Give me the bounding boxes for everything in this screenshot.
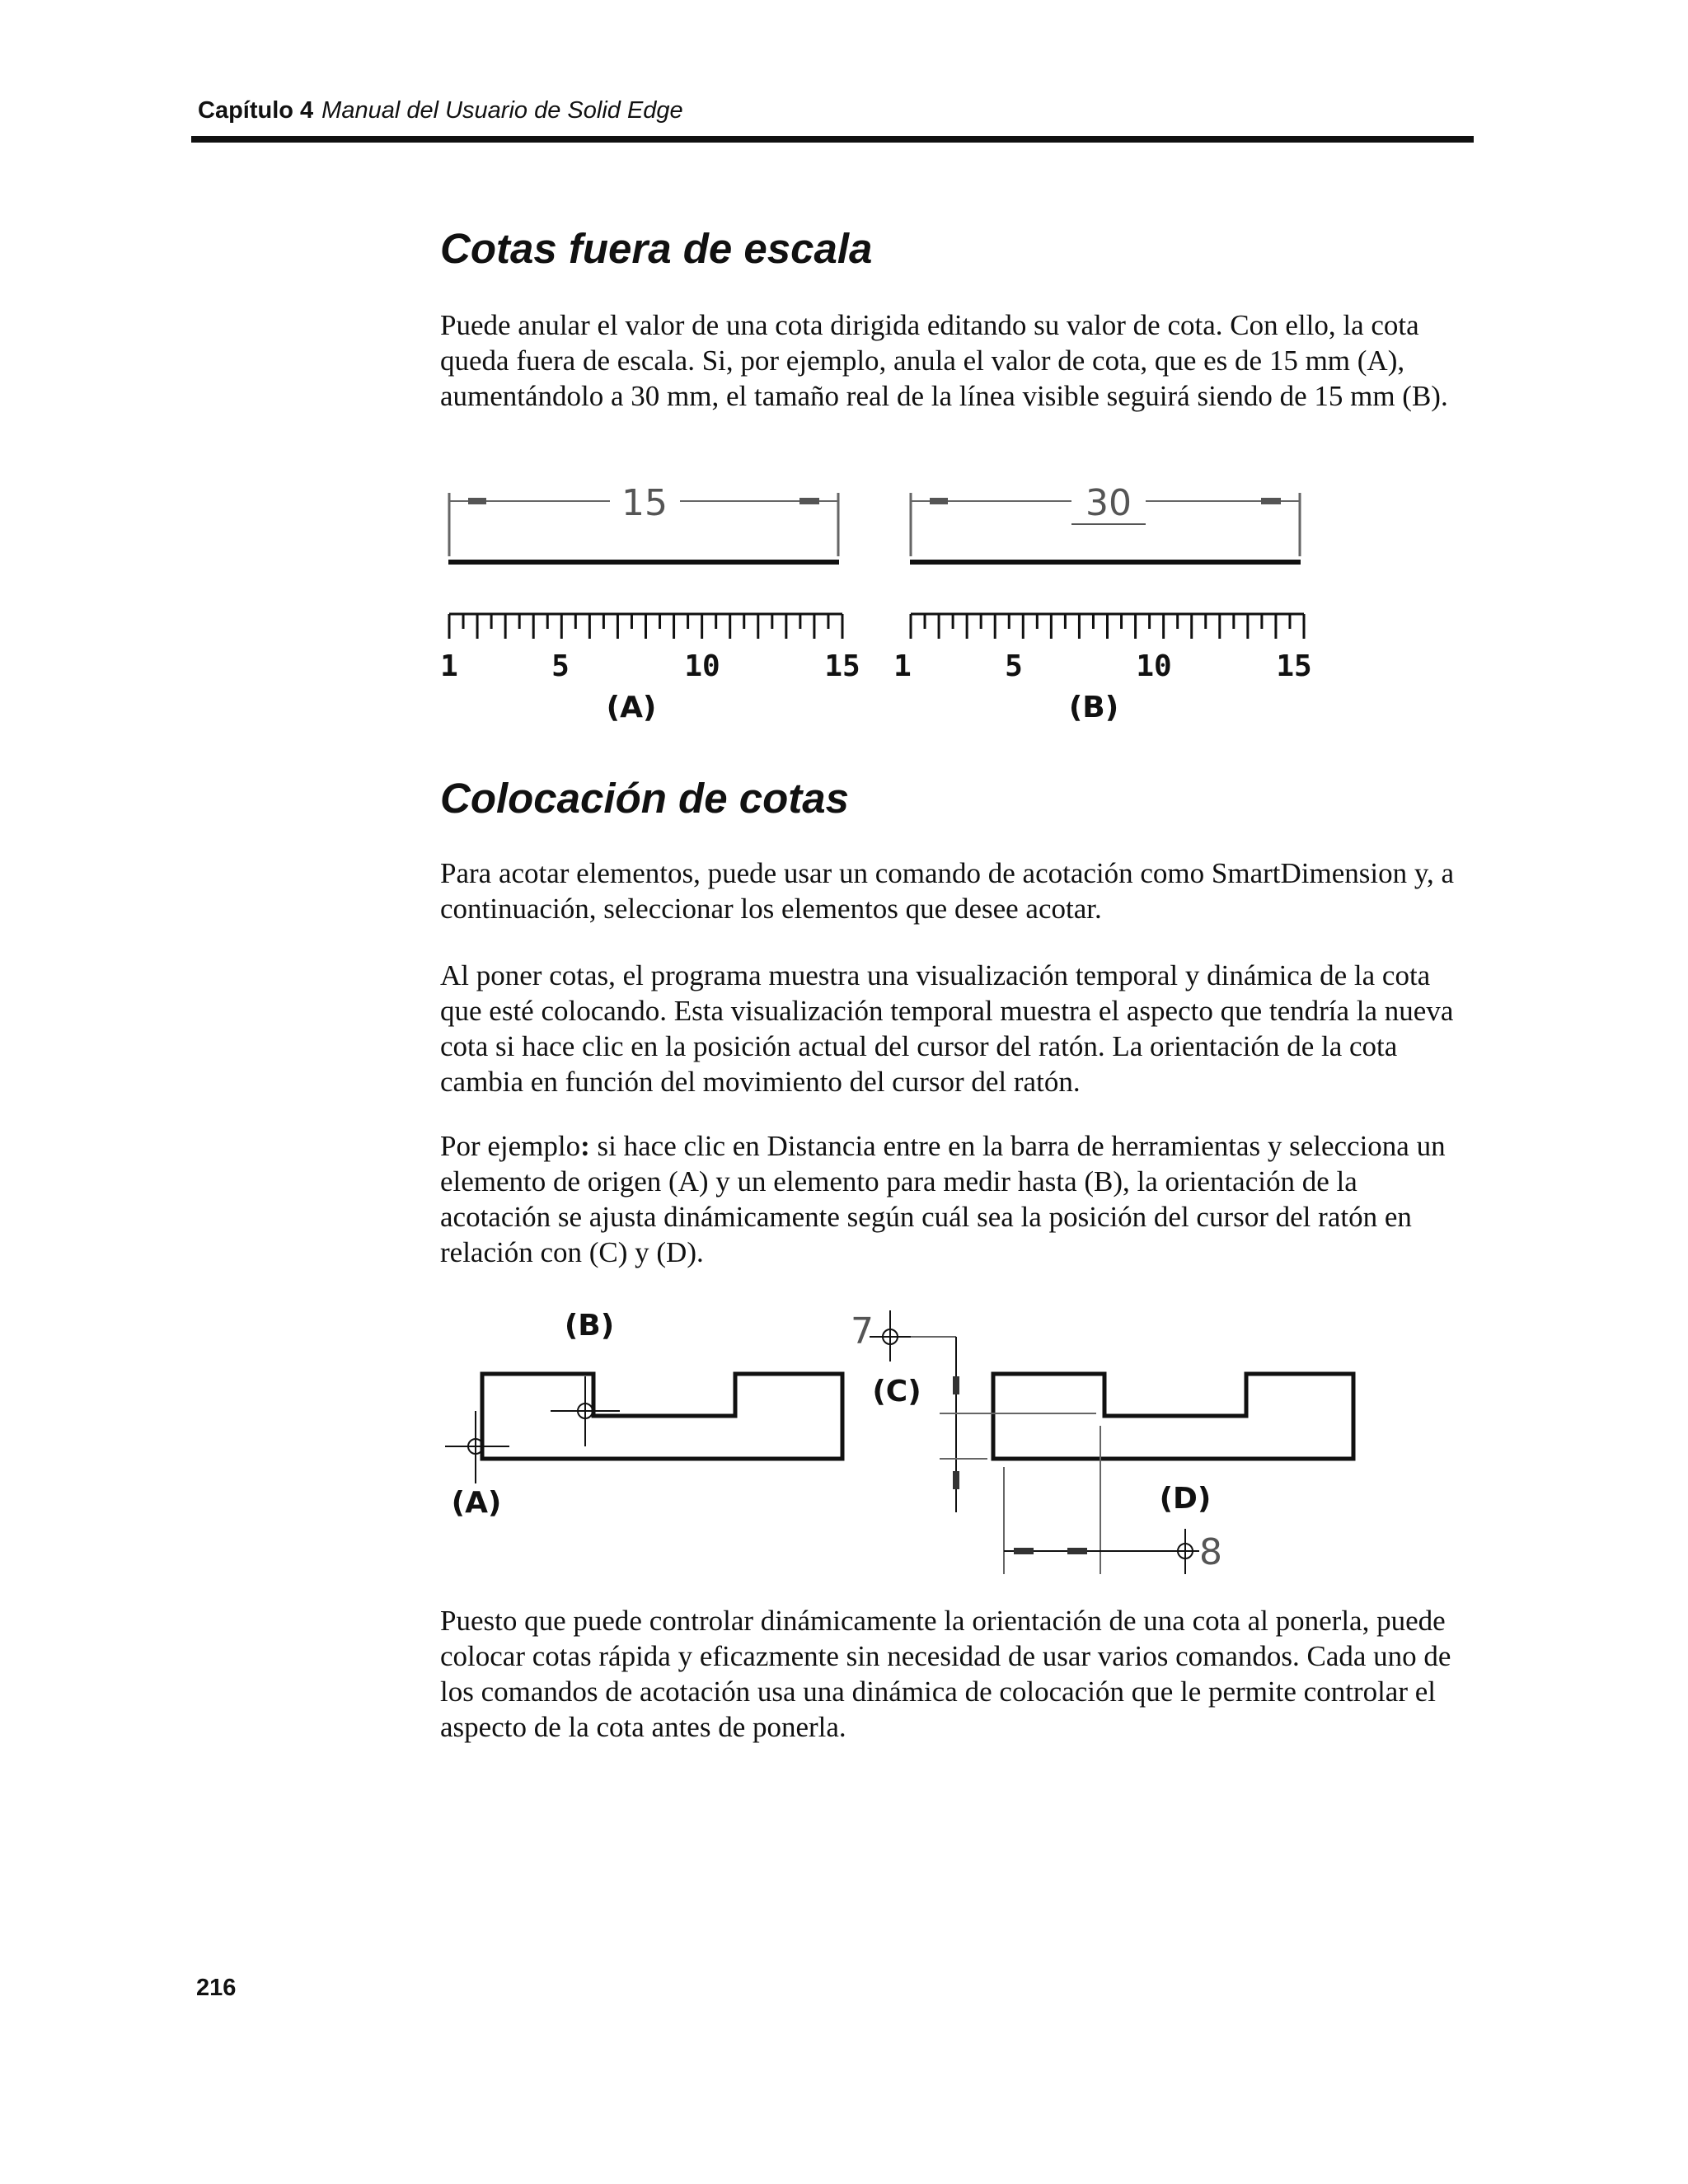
panel-b-tick-15: 15 [1276,649,1312,683]
example-lead: Por ejemplo [440,1130,581,1162]
panel-b-ruler [911,614,1304,639]
example-text: si hace clic en Distancia entre en la barra de herramientas y selecciona un elemento de origen (A) y un elemento para medir hasta (B), la orientación de la acotación se ajusta dinámicamente según cuál sea la posición del cursor del ratón en relación con (C) y (D). [440,1130,1446,1268]
running-header [198,97,1475,130]
placement-figure [437,1294,1368,1591]
panel-a-tick-5: 5 [551,649,570,683]
section-scale-paragraph: Puede anular el valor de una cota dirigida editando su valor de cota. Con ello, la cota queda fuera de escala. Si, por ejemplo, anula el valor de cota, que es de 15 mm (A), aumentándolo a 30 mm, el tamaño real de la línea visible seguirá siendo de 15 mm (B). [440,309,1448,412]
placement-paragraph-3 [440,1128,1470,1270]
panel-a-ruler [449,614,842,639]
left-profile [445,1309,842,1520]
panel-a-tick-10: 10 [684,649,720,683]
panel-b-tick-5: 5 [1005,649,1023,683]
placement-paragraph-4: Puesto que puede controlar dinámicamente la orientación de una cota al ponerla, puede colocar cotas rápida y eficazmente sin necesidad de usar varios comandos. Cada uno de los comandos de acotación usa una dinámica de colocación que le permite controlar el aspecto de la cota antes de ponerla. [440,1605,1451,1743]
panel-a-tick-15: 15 [824,649,860,683]
panel-a-label: (A) [606,691,657,724]
section-heading-scale: Cotas fuera de escala [440,225,873,272]
panel-a-dimension: 15 [621,482,668,524]
figure-value-c: 7 [851,1310,874,1352]
page-number: 216 [196,1975,237,2001]
panel-b-tick-10: 10 [1136,649,1172,683]
header-rule [191,136,1474,143]
scale-figure-panel-b [893,482,1312,724]
placement-paragraph-2: Al poner cotas, el programa muestra una visualización temporal y dinámica de la cota que esté colocando. Esta visualización temporal muestra el aspecto que tendría la nueva cota si hace clic en la posición actual del cursor del ratón. La orientación de la cota cambia en función del movimiento del cursor del ratón. [440,959,1454,1098]
right-profile [851,1310,1353,1574]
chapter-label: Capítulo 4 [198,97,314,124]
panel-b-label: (B) [1068,691,1119,724]
figure-value-d: 8 [1199,1531,1222,1573]
section-heading-placement: Colocación de cotas [440,775,849,822]
figure-label-d: (D) [1159,1482,1212,1516]
panel-b-dimension: 30 [1085,482,1132,524]
figure-label-b: (B) [564,1309,615,1343]
panel-a-tick-1: 1 [440,649,458,683]
manual-title: Manual del Usuario de Solid Edge [321,97,683,124]
figure-label-c: (C) [872,1375,921,1408]
scale-figure-panel-a [440,482,860,724]
panel-b-tick-1: 1 [893,649,912,683]
figure-label-a: (A) [451,1486,502,1520]
placement-paragraph-1: Para acotar elementos, puede usar un comando de acotación como SmartDimension y, a continuación, seleccionar los elementos que desee acotar. [440,857,1455,925]
example-colon: : [580,1130,590,1162]
scale-figure [437,470,1368,742]
